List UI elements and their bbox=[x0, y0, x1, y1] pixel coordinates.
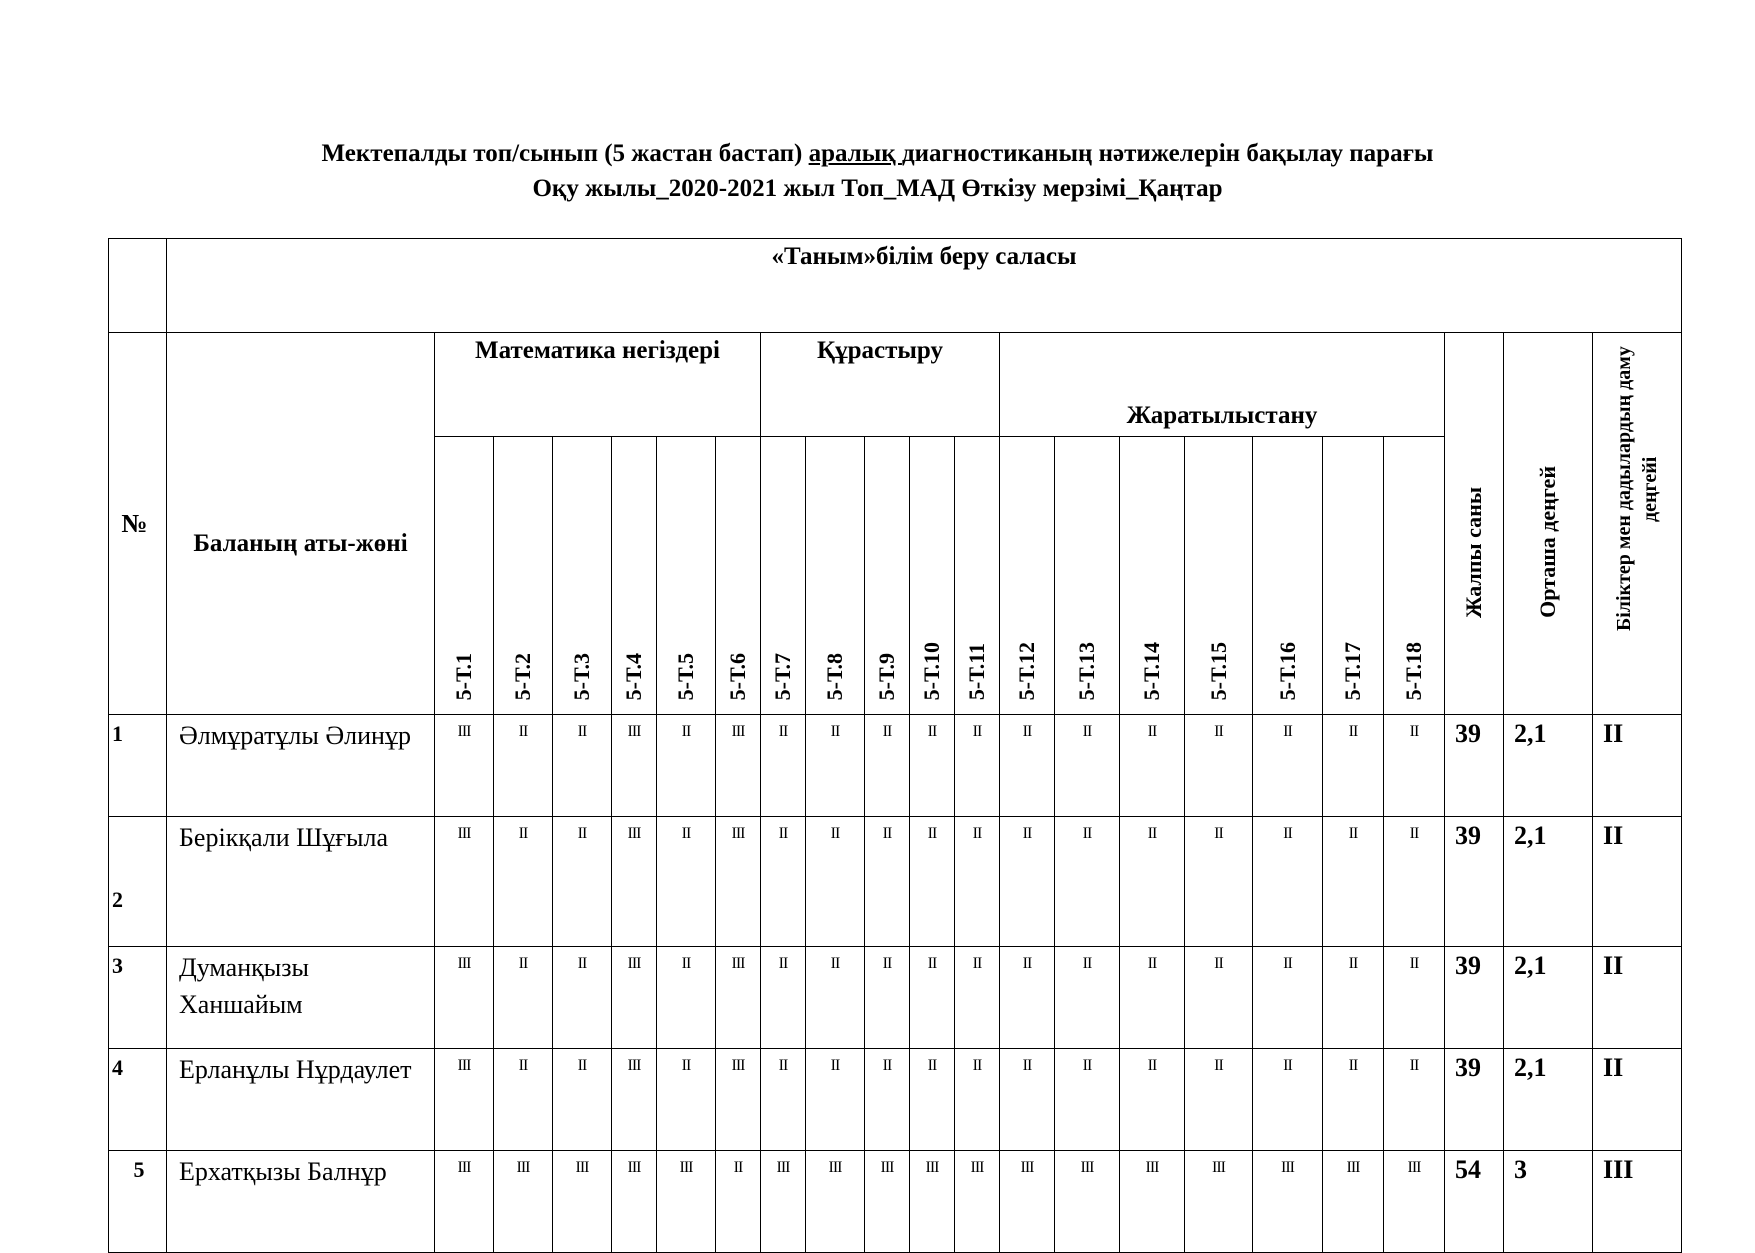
mark-cell: III bbox=[1000, 1151, 1055, 1253]
table-row bbox=[109, 1151, 1682, 1253]
code-header-text: 5-Т.16 bbox=[1274, 641, 1300, 700]
mark-cell: II bbox=[1120, 715, 1185, 817]
code-header bbox=[955, 437, 1000, 715]
mark-cell: II bbox=[657, 1049, 716, 1151]
code-header bbox=[910, 437, 955, 715]
mark-cell: II bbox=[806, 1049, 865, 1151]
code-header-text: 5-Т.3 bbox=[569, 652, 594, 700]
mark-cell: III bbox=[1253, 1151, 1323, 1253]
mark-cell: III bbox=[716, 817, 761, 947]
mark-cell: III bbox=[1120, 1151, 1185, 1253]
code-header-text: 5-Т.9 bbox=[874, 652, 899, 700]
subject-math: Математика негіздері bbox=[435, 333, 761, 437]
mark-cell: III bbox=[761, 1151, 806, 1253]
mark-cell: III bbox=[910, 1151, 955, 1253]
mark-cell: II bbox=[1000, 1049, 1055, 1151]
code-header bbox=[612, 437, 657, 715]
code-header bbox=[806, 437, 865, 715]
mark-cell: II bbox=[494, 715, 553, 817]
mark-cell: III bbox=[716, 1049, 761, 1151]
mark-cell: III bbox=[955, 1151, 1000, 1253]
mark-cell: II bbox=[1055, 1049, 1120, 1151]
mark-cell: II bbox=[761, 715, 806, 817]
mark-cell: II bbox=[806, 947, 865, 1049]
mark-cell: II bbox=[865, 817, 910, 947]
mark-cell: II bbox=[1323, 715, 1384, 817]
mark-cell: III bbox=[1055, 1151, 1120, 1253]
level-cell: III bbox=[1593, 1151, 1682, 1253]
mark-cell: II bbox=[865, 1049, 910, 1151]
mark-cell: II bbox=[1000, 715, 1055, 817]
avg-cell: 2,1 bbox=[1504, 1049, 1593, 1151]
code-header bbox=[1253, 437, 1323, 715]
level-header-text: Біліктер мен дадылардың даму деңгейі bbox=[1613, 346, 1661, 632]
code-header bbox=[494, 437, 553, 715]
code-header-text: 5-Т.11 bbox=[964, 642, 989, 700]
mark-cell: II bbox=[657, 715, 716, 817]
level-cell: II bbox=[1593, 947, 1682, 1049]
code-header-text: 5-Т.15 bbox=[1205, 641, 1231, 700]
mark-cell: II bbox=[955, 947, 1000, 1049]
mark-cell: III bbox=[612, 1151, 657, 1253]
mark-cell: II bbox=[910, 947, 955, 1049]
level-cell: II bbox=[1593, 715, 1682, 817]
row-number: 5 bbox=[109, 1151, 167, 1253]
mark-cell: III bbox=[612, 947, 657, 1049]
name-header: Баланың аты-жөні bbox=[167, 333, 435, 715]
mark-cell: II bbox=[657, 817, 716, 947]
mark-cell: II bbox=[910, 817, 955, 947]
code-header-text: 5-Т.6 bbox=[725, 652, 750, 700]
code-header-text: 5-Т.17 bbox=[1340, 641, 1365, 700]
mark-cell: III bbox=[435, 1049, 494, 1151]
mark-cell: III bbox=[1384, 1151, 1445, 1253]
mark-cell: III bbox=[435, 817, 494, 947]
total-cell: 39 bbox=[1445, 947, 1504, 1049]
mark-cell: II bbox=[1384, 1049, 1445, 1151]
mark-cell: II bbox=[1323, 817, 1384, 947]
mark-cell: II bbox=[1384, 817, 1445, 947]
total-cell: 39 bbox=[1445, 1049, 1504, 1151]
code-header bbox=[716, 437, 761, 715]
row-number: 4 bbox=[109, 1049, 167, 1151]
child-name: Әлмұратұлы Әлинұр bbox=[167, 715, 435, 817]
mark-cell: II bbox=[1253, 817, 1323, 947]
code-header bbox=[1055, 437, 1120, 715]
mark-cell: III bbox=[435, 947, 494, 1049]
mark-cell: III bbox=[435, 1151, 494, 1253]
mark-cell: II bbox=[955, 817, 1000, 947]
code-header-text: 5-Т.14 bbox=[1139, 641, 1164, 700]
subject-construct: Құрастыру bbox=[761, 333, 1000, 437]
code-header-text: 5-Т.4 bbox=[621, 652, 646, 700]
row-number: 2 bbox=[109, 817, 167, 947]
avg-cell: 2,1 bbox=[1504, 947, 1593, 1049]
avg-header-text: Орташа деңгей bbox=[1535, 466, 1560, 618]
mark-cell: II bbox=[1055, 947, 1120, 1049]
code-header bbox=[1000, 437, 1055, 715]
mark-cell: II bbox=[955, 1049, 1000, 1151]
subject-nature: Жаратылыстану bbox=[1000, 333, 1445, 437]
mark-cell: II bbox=[865, 947, 910, 1049]
code-header bbox=[1120, 437, 1185, 715]
code-header-text: 5-Т.2 bbox=[510, 652, 535, 700]
corner-cell bbox=[109, 239, 167, 333]
code-header bbox=[1323, 437, 1384, 715]
mark-cell: III bbox=[612, 1049, 657, 1151]
level-header bbox=[1593, 333, 1682, 715]
mark-cell: II bbox=[1253, 1049, 1323, 1151]
mark-cell: III bbox=[612, 817, 657, 947]
mark-cell: III bbox=[612, 715, 657, 817]
mark-cell: II bbox=[955, 715, 1000, 817]
mark-cell: II bbox=[1384, 947, 1445, 1049]
mark-cell: III bbox=[657, 1151, 716, 1253]
mark-cell: II bbox=[494, 1049, 553, 1151]
table-row bbox=[109, 715, 1682, 817]
title-part: диагностиканың нәтижелерін бақылау парағы bbox=[901, 140, 1434, 167]
mark-cell: II bbox=[553, 1049, 612, 1151]
total-cell: 39 bbox=[1445, 817, 1504, 947]
child-name: Берікқали Шұғыла bbox=[167, 817, 435, 947]
code-header bbox=[553, 437, 612, 715]
mark-cell: II bbox=[553, 947, 612, 1049]
avg-cell: 2,1 bbox=[1504, 715, 1593, 817]
mark-cell: III bbox=[1323, 1151, 1384, 1253]
mark-cell: II bbox=[1055, 817, 1120, 947]
title-underlined-word: аралық bbox=[808, 140, 902, 167]
mark-cell: II bbox=[865, 715, 910, 817]
mark-cell: III bbox=[716, 715, 761, 817]
total-header-text: Жалпы саны bbox=[1461, 487, 1486, 618]
code-header-text: 5-Т.1 bbox=[451, 652, 476, 700]
mark-cell: II bbox=[1185, 715, 1253, 817]
mark-cell: II bbox=[910, 1049, 955, 1151]
mark-cell: II bbox=[1000, 947, 1055, 1049]
mark-cell: II bbox=[1120, 947, 1185, 1049]
level-cell: II bbox=[1593, 817, 1682, 947]
total-header bbox=[1445, 333, 1504, 715]
code-header-text: 5-Т.18 bbox=[1401, 641, 1426, 700]
child-name: Ерхатқызы Балнұр bbox=[167, 1151, 435, 1253]
title-part: Мектепалды топ/сынып (5 жастан бастап) bbox=[321, 140, 809, 167]
code-header-text: 5-Т.5 bbox=[673, 652, 698, 700]
child-name: Ерланұлы Нұрдаулет bbox=[167, 1049, 435, 1151]
mark-cell: II bbox=[1185, 947, 1253, 1049]
mark-cell: II bbox=[1120, 1049, 1185, 1151]
table-row bbox=[109, 947, 1682, 1049]
code-header-text: 5-Т.7 bbox=[770, 652, 795, 700]
mark-cell: II bbox=[761, 817, 806, 947]
mark-cell: II bbox=[1323, 1049, 1384, 1151]
mark-cell: II bbox=[1185, 1049, 1253, 1151]
document-subtitle: Оқу жылы_2020-2021 жыл Топ_МАД Өткізу мерзімі_Қаңтар bbox=[532, 175, 1223, 202]
mark-cell: II bbox=[716, 1151, 761, 1253]
table-row bbox=[109, 817, 1682, 947]
total-cell: 54 bbox=[1445, 1151, 1504, 1253]
table-row bbox=[109, 1049, 1682, 1151]
mark-cell: II bbox=[553, 715, 612, 817]
mark-cell: II bbox=[761, 1049, 806, 1151]
code-header-text: 5-Т.13 bbox=[1074, 641, 1099, 700]
avg-cell: 3 bbox=[1504, 1151, 1593, 1253]
mark-cell: III bbox=[494, 1151, 553, 1253]
total-cell: 39 bbox=[1445, 715, 1504, 817]
avg-header bbox=[1504, 333, 1593, 715]
mark-cell: III bbox=[1185, 1151, 1253, 1253]
mark-cell: II bbox=[1384, 715, 1445, 817]
mark-cell: II bbox=[806, 817, 865, 947]
area-title bbox=[167, 239, 1682, 333]
code-header bbox=[657, 437, 716, 715]
code-header-text: 5-Т.10 bbox=[919, 641, 944, 700]
mark-cell: II bbox=[494, 947, 553, 1049]
area-title-text: «Таным»білім беру саласы bbox=[771, 243, 1077, 270]
mark-cell: III bbox=[553, 1151, 612, 1253]
mark-cell: III bbox=[865, 1151, 910, 1253]
code-header-text: 5-Т.8 bbox=[822, 652, 847, 700]
code-header bbox=[761, 437, 806, 715]
code-header bbox=[435, 437, 494, 715]
mark-cell: III bbox=[435, 715, 494, 817]
code-header bbox=[865, 437, 910, 715]
row-number: 1 bbox=[109, 715, 167, 817]
mark-cell: II bbox=[1253, 715, 1323, 817]
avg-cell: 2,1 bbox=[1504, 817, 1593, 947]
code-header-text: 5-Т.12 bbox=[1014, 641, 1039, 700]
mark-cell: II bbox=[494, 817, 553, 947]
mark-cell: II bbox=[1185, 817, 1253, 947]
mark-cell: II bbox=[910, 715, 955, 817]
mark-cell: II bbox=[1323, 947, 1384, 1049]
mark-cell: III bbox=[716, 947, 761, 1049]
mark-cell: II bbox=[1253, 947, 1323, 1049]
mark-cell: II bbox=[1120, 817, 1185, 947]
mark-cell: II bbox=[657, 947, 716, 1049]
mark-cell: III bbox=[806, 1151, 865, 1253]
code-header bbox=[1384, 437, 1445, 715]
row-number: 3 bbox=[109, 947, 167, 1049]
mark-cell: II bbox=[761, 947, 806, 1049]
child-name: Думанқызы Ханшайым bbox=[167, 947, 435, 1049]
results-table bbox=[108, 238, 1682, 1253]
number-header: № bbox=[109, 333, 167, 715]
mark-cell: II bbox=[1055, 715, 1120, 817]
mark-cell: II bbox=[1000, 817, 1055, 947]
level-cell: II bbox=[1593, 1049, 1682, 1151]
document-title bbox=[0, 137, 1755, 171]
mark-cell: II bbox=[806, 715, 865, 817]
mark-cell: II bbox=[553, 817, 612, 947]
code-header bbox=[1185, 437, 1253, 715]
